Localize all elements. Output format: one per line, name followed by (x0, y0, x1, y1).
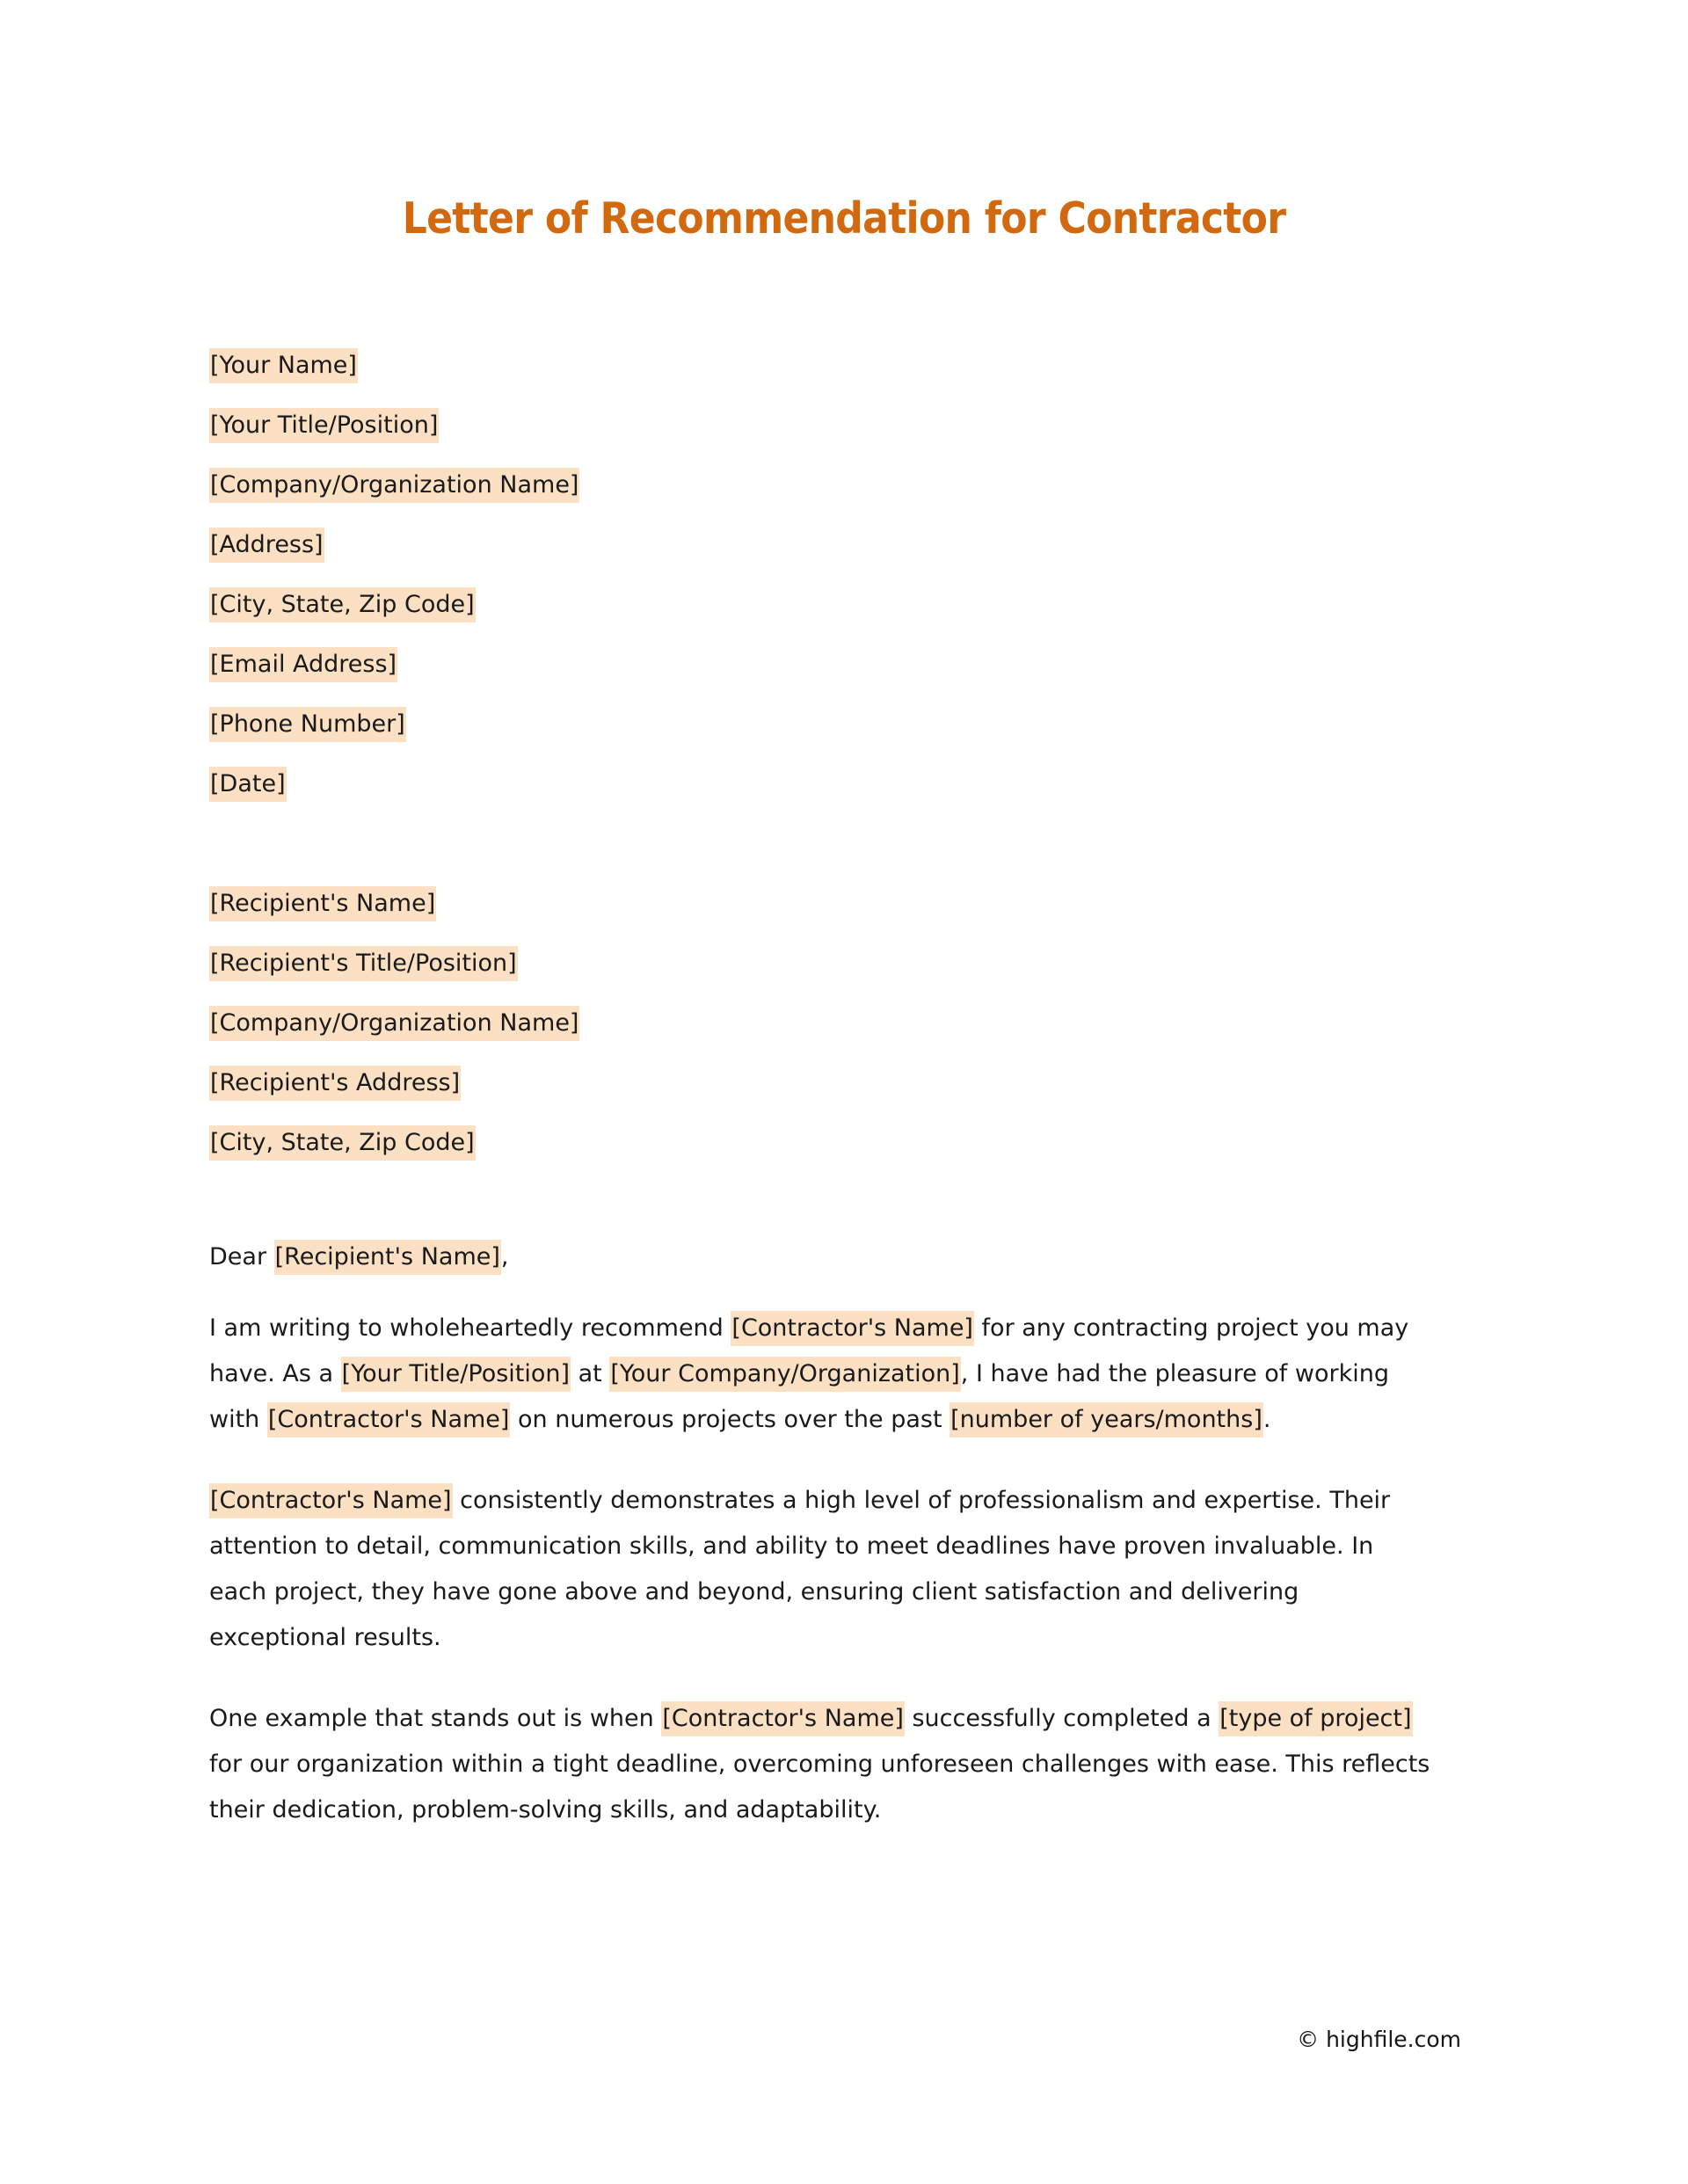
block-separator-2 (209, 1173, 1440, 1233)
placeholder-city-state-zip: [City, State, Zip Code] (209, 587, 476, 622)
p1-run-1: I am writing to wholeheartedly recommend (209, 1314, 731, 1342)
sender-line-company (209, 455, 1440, 515)
placeholder-contractor-name-2: [Contractor's Name] (267, 1402, 511, 1438)
letter-body (209, 336, 1440, 1833)
sender-line-email (209, 635, 1440, 695)
placeholder-your-company-organization: [Your Company/Organization] (609, 1357, 960, 1392)
sender-line-your-name (209, 336, 1440, 396)
sender-line-address (209, 515, 1440, 575)
placeholder-your-title-position: [Your Title/Position] (341, 1357, 571, 1392)
placeholder-contractor-name-4: [Contractor's Name] (661, 1701, 905, 1736)
p1-run-3: for any contracting project you may have. As a (209, 1314, 1409, 1387)
sender-line-your-title (209, 396, 1440, 455)
p2-run-2: consistently demonstrates a high level of professionalism and expertise. Their attention to detail, communication skills, and ability to meet deadlines have proven invaluable. In each project, they have gone above and beyond, ensuring client satisfaction and delivering exceptional results. (209, 1487, 1391, 1651)
sender-line-phone (209, 695, 1440, 754)
block-separator (209, 814, 1440, 874)
recipient-line-address (209, 1053, 1440, 1113)
paragraph-spacer-2 (209, 1443, 1440, 1478)
p3-run-5: for our organization within a tight deadline, overcoming unforeseen challenges with ease. This reflects their dedication, problem-solving skills, and adaptability. (209, 1751, 1430, 1824)
sender-address-block (209, 336, 1440, 814)
recipient-line-company (209, 994, 1440, 1053)
placeholder-recipient-company: [Company/Organization Name] (209, 1006, 579, 1041)
placeholder-recipient-address: [Recipient's Address] (209, 1066, 461, 1101)
placeholder-your-name: [Your Name] (209, 348, 358, 383)
salutation-prefix: Dear (209, 1243, 274, 1270)
footer-copyright: © highfile.com (1297, 2027, 1461, 2052)
recipient-line-city-state-zip (209, 1113, 1440, 1173)
paragraph-1 (209, 1306, 1436, 1443)
p1-run-9: on numerous projects over the past (510, 1406, 950, 1433)
page-title: Letter of Recommendation for Contractor (402, 193, 1286, 244)
recipient-line-title (209, 934, 1440, 994)
placeholder-recipient-title: [Recipient's Title/Position] (209, 946, 518, 981)
placeholder-address: [Address] (209, 528, 324, 563)
placeholder-company-name: [Company/Organization Name] (209, 468, 579, 503)
placeholder-recipient-name: [Recipient's Name] (209, 886, 436, 921)
placeholder-recipient-city-state-zip: [City, State, Zip Code] (209, 1125, 476, 1161)
salutation (209, 1245, 1440, 1269)
p1-run-7: , I have had the pleasure of working with (209, 1360, 1389, 1433)
placeholder-date: [Date] (209, 767, 287, 802)
placeholder-type-of-project: [type of project] (1219, 1701, 1412, 1736)
placeholder-contractor-name-1: [Contractor's Name] (731, 1311, 974, 1346)
p1-run-11: . (1262, 1406, 1271, 1433)
p1-run-5: at (571, 1360, 610, 1387)
p3-run-3: successfully completed a (904, 1705, 1219, 1732)
paragraph-spacer-3 (209, 1661, 1440, 1696)
placeholder-email-address: [Email Address] (209, 647, 397, 682)
recipient-address-block (209, 874, 1440, 1173)
sender-line-city-state-zip (209, 575, 1440, 635)
sender-line-date (209, 754, 1440, 814)
placeholder-contractor-name-3: [Contractor's Name] (209, 1483, 453, 1518)
salutation-suffix: , (500, 1243, 509, 1270)
recipient-line-name (209, 874, 1440, 934)
placeholder-phone-number: [Phone Number] (209, 707, 406, 742)
placeholder-number-of-years-months: [number of years/months] (950, 1402, 1263, 1438)
paragraph-2 (209, 1478, 1436, 1661)
placeholder-salutation-recipient-name: [Recipient's Name] (274, 1240, 501, 1275)
paragraph-3 (209, 1696, 1436, 1833)
p3-run-1: One example that stands out is when (209, 1705, 662, 1732)
placeholder-your-title: [Your Title/Position] (209, 408, 439, 443)
